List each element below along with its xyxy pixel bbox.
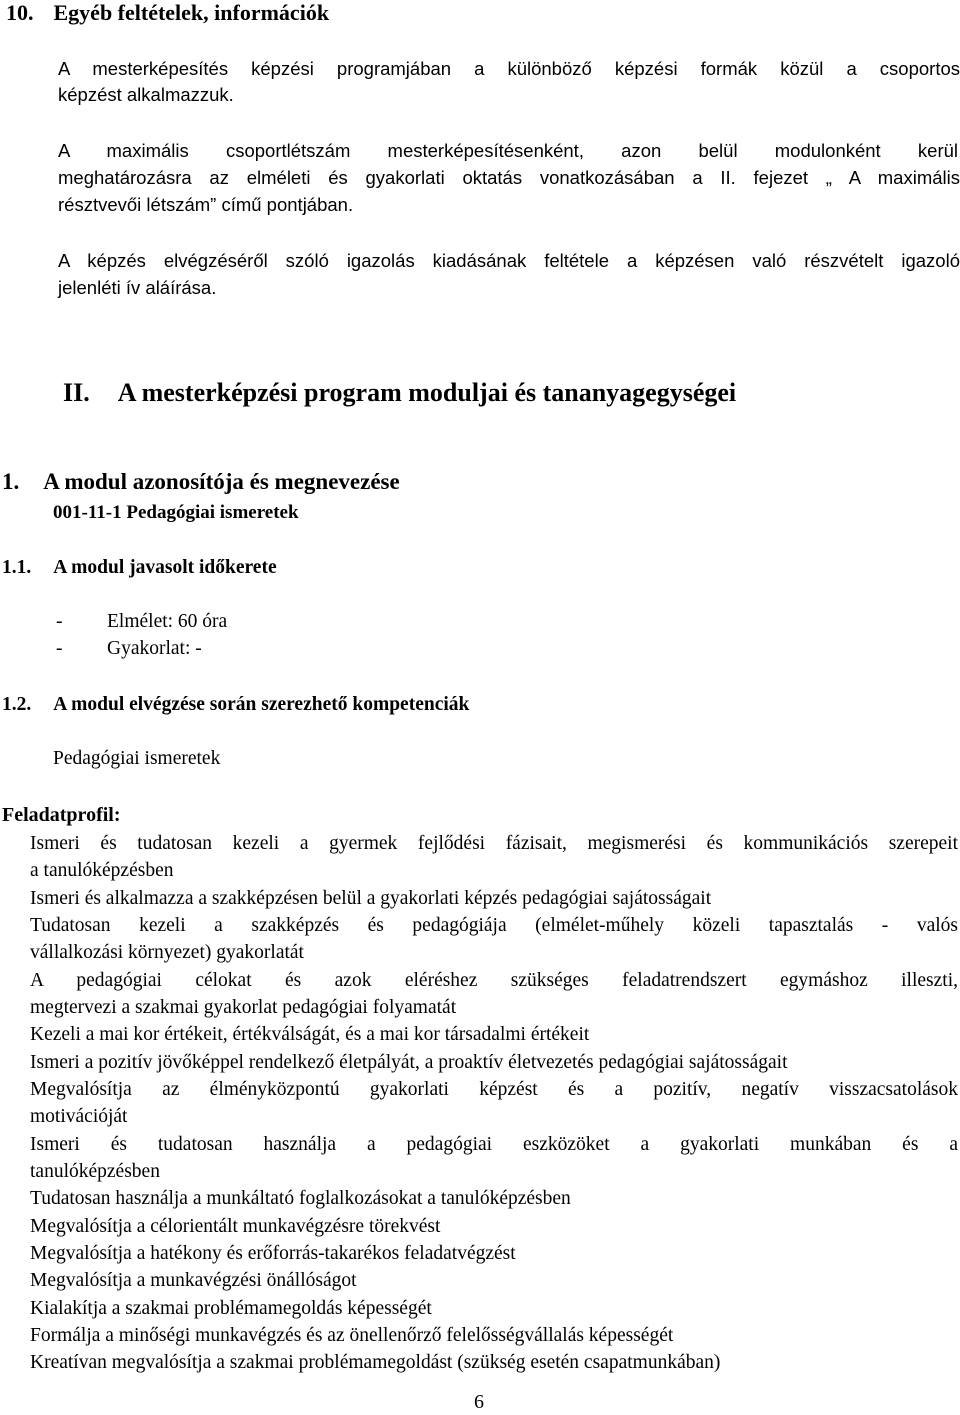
section-title: Egyéb feltételek, információk — [53, 0, 330, 25]
module-heading — [2, 469, 400, 495]
competence-subtitle: Pedagógiai ismeretek — [53, 748, 221, 769]
chapter-number: II. — [63, 378, 90, 407]
profile-line: Ismeri és tudatosan használja a pedagógiai eszközöket a gyakorlati munkában és a — [30, 1134, 958, 1155]
profile-line: Tudatosan használja a munkáltató foglalkozásokat a tanulóképzésben — [30, 1188, 571, 1209]
section-number: 10. — [6, 0, 34, 25]
list-dash: - — [56, 638, 63, 659]
paragraph-line: A maximális csoportlétszám mesterképesítésenként, azon belül modulonként kerül — [58, 140, 958, 161]
profile-line: motivációját — [30, 1106, 128, 1127]
profile-line: A pedagógiai célokat és azok eléréshez szükséges feladatrendszert egymáshoz illeszti, — [30, 970, 958, 991]
profile-line: Tudatosan kezeli a szakképzés és pedagógiája (elmélet-műhely közeli tapasztalás - valós — [30, 915, 958, 936]
profile-line: megtervezi a szakmai gyakorlat pedagógiai folyamatát — [30, 997, 457, 1018]
subsection-number: 1.1. — [2, 557, 32, 578]
paragraph-line: A képzés elvégzéséről szóló igazolás kiadásának feltétele a képzésen való részvételt igazoló — [58, 250, 960, 271]
subsection-title: A modul elvégzése során szerezhető kompetenciák — [53, 694, 470, 715]
list-item-text: Elmélet: 60 óra — [107, 611, 228, 632]
profile-line: Formálja a minőségi munkavégzés és az önellenőrző felelősségvállalás képességét — [30, 1325, 674, 1346]
paragraph-line: meghatározásra az elméleti és gyakorlati oktatás vonatkozásában a II. fejezet „ A maximális — [58, 167, 960, 188]
profile-line: Kialakítja a szakmai problémamegoldás képességét — [30, 1298, 432, 1319]
module-title: A modul azonosítója és megnevezése — [43, 469, 400, 494]
profile-line: Ismeri és alkalmazza a szakképzésen belül a gyakorlati képzés pedagógiai sajátosságait — [30, 888, 712, 909]
module-id-name: 001-11-1 Pedagógiai ismeretek — [53, 502, 299, 523]
paragraph-line: képzést alkalmazzuk. — [58, 84, 234, 105]
profile-line: Kezeli a mai kor értékeit, értékválságát, és a mai kor társadalmi értékeit — [30, 1024, 590, 1045]
profile-line: Megvalósítja a célorientált munkavégzésre törekvést — [30, 1216, 441, 1237]
profile-line: tanulóképzésben — [30, 1161, 160, 1182]
profile-line: vállalkozási környezet) gyakorlatát — [30, 942, 304, 963]
profile-line: Ismeri és tudatosan kezeli a gyermek fejlődési fázisait, megismerési és kommunikációs szerepeit — [30, 833, 958, 854]
profile-line: Megvalósítja az élményközpontú gyakorlati képzést és a pozitív, negatív visszacsatolások — [30, 1079, 958, 1100]
paragraph-line: résztvevői létszám” című pontjában. — [58, 194, 354, 215]
module-number: 1. — [2, 469, 20, 494]
profile-line: Megvalósítja a hatékony és erőforrás-takarékos feladatvégzést — [30, 1243, 516, 1264]
profile-line: a tanulóképzésben — [30, 860, 174, 881]
subsection-title: A modul javasolt időkerete — [53, 557, 277, 578]
section-heading — [6, 0, 329, 26]
profile-line: Ismeri a pozitív jövőképpel rendelkező életpályát, a proaktív életvezetés pedagógiai sajátosságait — [30, 1052, 788, 1073]
list-item — [56, 611, 63, 633]
subsection-heading — [2, 694, 469, 716]
list-item — [56, 638, 63, 660]
profile-line: Megvalósítja a munkavégzési önállóságot — [30, 1270, 357, 1291]
paragraph-line: A mesterképesítés képzési programjában a különböző képzési formák közül a csoportos — [58, 58, 960, 79]
list-item-text: Gyakorlat: - — [107, 638, 202, 659]
page-number: 6 — [474, 1391, 484, 1413]
paragraph-line: jelenléti ív aláírása. — [58, 277, 217, 298]
subsection-number: 1.2. — [2, 694, 32, 715]
chapter-heading — [63, 378, 736, 408]
profile-line: Kreatívan megvalósítja a szakmai problémamegoldást (szükség esetén csapatmunkában) — [30, 1352, 721, 1373]
profile-heading: Feladatprofil: — [2, 804, 121, 826]
list-dash: - — [56, 611, 63, 632]
subsection-heading — [2, 557, 277, 579]
chapter-title: A mesterképzési program moduljai és tananyagegységei — [117, 378, 737, 407]
